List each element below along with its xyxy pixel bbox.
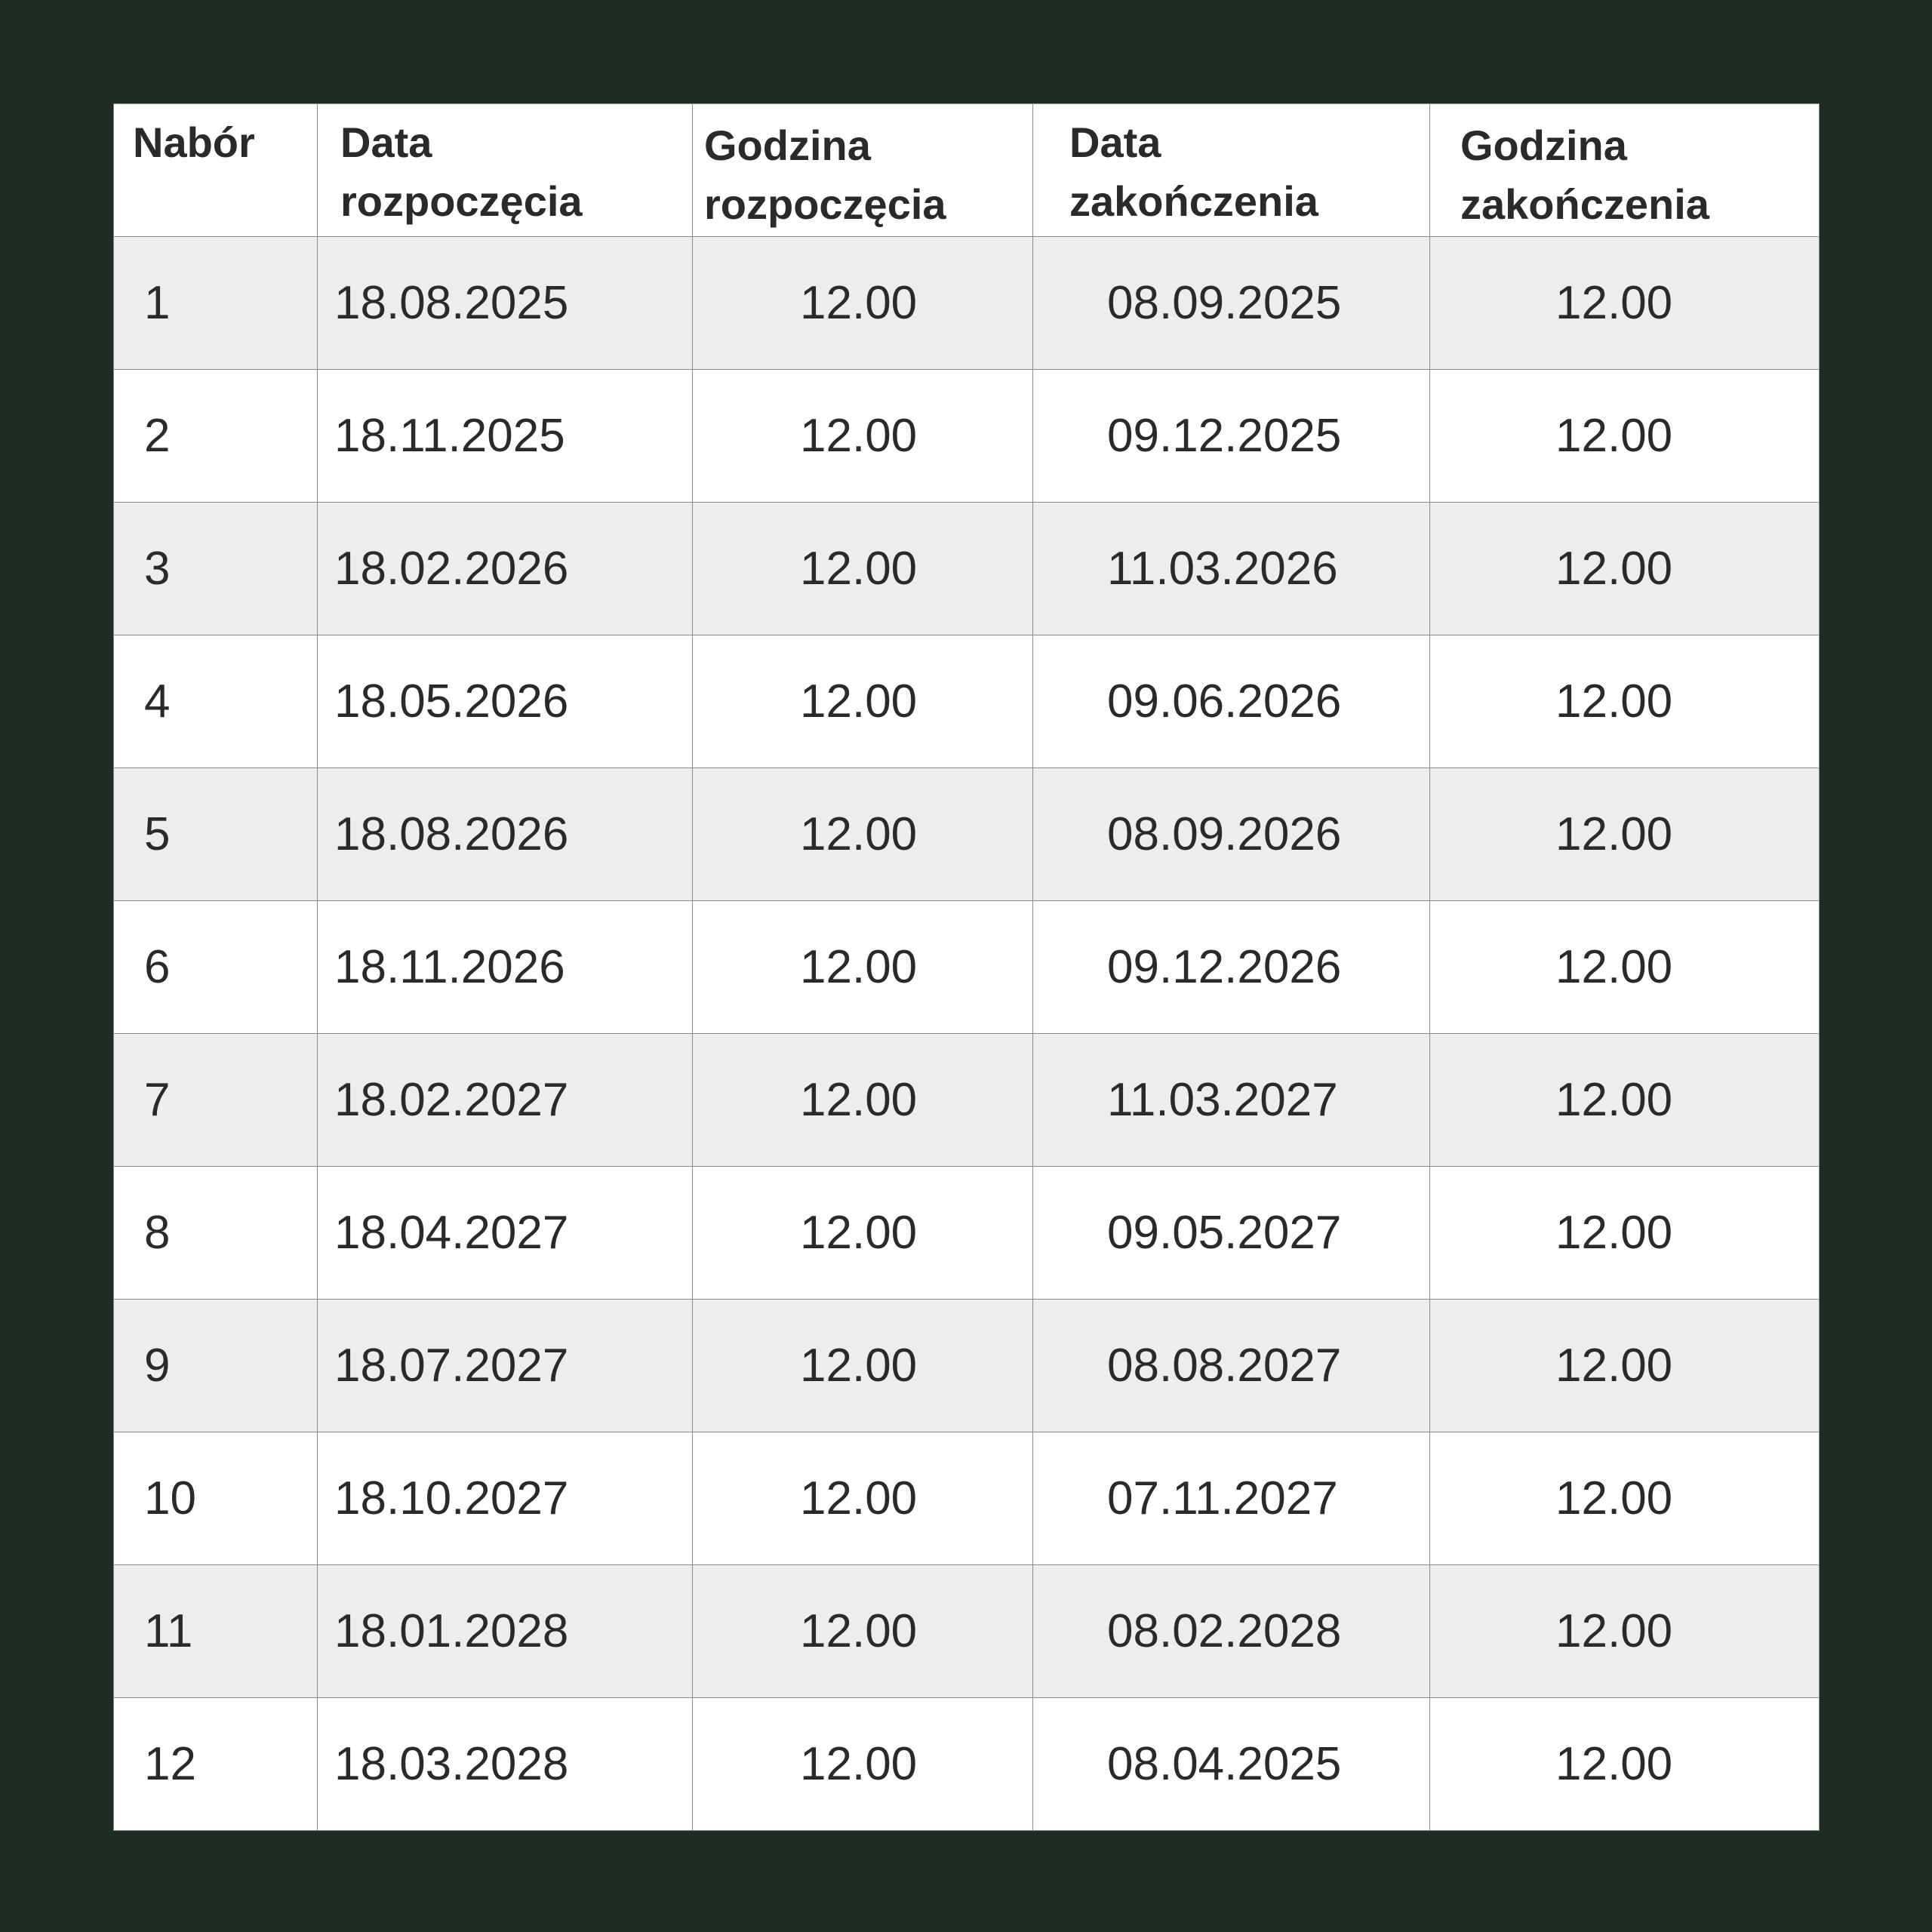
header-godzina-rozpoczecia [693, 104, 1033, 237]
cell-start-date: 18.04.2027 [318, 1167, 693, 1300]
cell-end-date: 07.11.2027 [1033, 1432, 1430, 1565]
cell-start-date: 18.01.2028 [318, 1565, 693, 1698]
cell-end-date: 08.02.2028 [1033, 1565, 1430, 1698]
cell-start-date: 18.03.2028 [318, 1698, 693, 1831]
table-row [114, 1034, 1820, 1167]
cell-start-time: 12.00 [693, 237, 1033, 370]
cell-start-time: 12.00 [693, 1565, 1033, 1698]
table-row [114, 1698, 1820, 1831]
header-nabor-label: Nabór [133, 118, 255, 166]
table-row [114, 901, 1820, 1034]
table-row [114, 503, 1820, 635]
cell-end-date: 11.03.2027 [1033, 1034, 1430, 1167]
cell-nabor: 4 [114, 635, 318, 768]
header-data-zakonczenia-line1: Data [1069, 118, 1161, 166]
cell-start-date: 18.02.2027 [318, 1034, 693, 1167]
cell-end-time: 12.00 [1430, 503, 1820, 635]
table-row [114, 768, 1820, 901]
header-godzina-zakonczenia [1430, 104, 1820, 237]
cell-start-date: 18.11.2026 [318, 901, 693, 1034]
schedule-table-container [113, 103, 1819, 1828]
cell-start-time: 12.00 [693, 1300, 1033, 1432]
cell-nabor: 10 [114, 1432, 318, 1565]
cell-end-time: 12.00 [1430, 1565, 1820, 1698]
cell-end-date: 09.12.2026 [1033, 901, 1430, 1034]
header-godzina-rozpoczecia-line2: rozpoczęcia [704, 180, 946, 228]
header-godzina-zakonczenia-line1: Godzina [1460, 122, 1627, 169]
cell-end-time: 12.00 [1430, 901, 1820, 1034]
cell-start-time: 12.00 [693, 1167, 1033, 1300]
header-godzina-zakonczenia-label [1430, 104, 1819, 234]
cell-start-time: 12.00 [693, 635, 1033, 768]
cell-end-time: 12.00 [1430, 1432, 1820, 1565]
table-header-row [114, 104, 1820, 237]
cell-end-date: 08.09.2026 [1033, 768, 1430, 901]
cell-end-time: 12.00 [1430, 1698, 1820, 1831]
header-data-zakonczenia-line2: zakończenia [1069, 177, 1318, 225]
cell-end-time: 12.00 [1430, 1034, 1820, 1167]
cell-start-time: 12.00 [693, 370, 1033, 503]
table-body [114, 237, 1820, 1831]
cell-nabor: 1 [114, 237, 318, 370]
cell-nabor: 3 [114, 503, 318, 635]
cell-end-date: 11.03.2026 [1033, 503, 1430, 635]
cell-end-date: 08.08.2027 [1033, 1300, 1430, 1432]
cell-start-date: 18.10.2027 [318, 1432, 693, 1565]
cell-start-time: 12.00 [693, 503, 1033, 635]
recruitment-schedule-table [113, 103, 1820, 1831]
header-data-rozpoczecia-line1: Data [340, 118, 432, 166]
cell-end-time: 12.00 [1430, 370, 1820, 503]
cell-start-time: 12.00 [693, 1034, 1033, 1167]
table-row [114, 370, 1820, 503]
cell-nabor: 2 [114, 370, 318, 503]
cell-end-time: 12.00 [1430, 237, 1820, 370]
cell-end-date: 09.05.2027 [1033, 1167, 1430, 1300]
header-data-rozpoczecia-line2: rozpoczęcia [340, 177, 583, 225]
cell-start-date: 18.02.2026 [318, 503, 693, 635]
cell-end-date: 08.04.2025 [1033, 1698, 1430, 1831]
header-nabor [114, 104, 318, 237]
table-row [114, 237, 1820, 370]
header-data-zakonczenia-label [1033, 104, 1429, 231]
cell-start-date: 18.08.2025 [318, 237, 693, 370]
cell-start-date: 18.08.2026 [318, 768, 693, 901]
cell-nabor: 7 [114, 1034, 318, 1167]
cell-end-date: 09.06.2026 [1033, 635, 1430, 768]
header-data-rozpoczecia-label [318, 104, 692, 231]
cell-nabor: 5 [114, 768, 318, 901]
table-row [114, 635, 1820, 768]
table-row [114, 1565, 1820, 1698]
cell-end-time: 12.00 [1430, 1167, 1820, 1300]
cell-nabor: 12 [114, 1698, 318, 1831]
cell-start-time: 12.00 [693, 901, 1033, 1034]
cell-nabor: 8 [114, 1167, 318, 1300]
header-godzina-zakonczenia-line2: zakończenia [1460, 180, 1709, 228]
header-data-zakonczenia [1033, 104, 1430, 237]
cell-start-time: 12.00 [693, 1432, 1033, 1565]
cell-end-date: 09.12.2025 [1033, 370, 1430, 503]
cell-nabor: 11 [114, 1565, 318, 1698]
cell-end-time: 12.00 [1430, 1300, 1820, 1432]
cell-end-time: 12.00 [1430, 768, 1820, 901]
header-godzina-rozpoczecia-line1: Godzina [704, 122, 871, 169]
header-godzina-rozpoczecia-label [693, 104, 1032, 234]
cell-end-date: 08.09.2025 [1033, 237, 1430, 370]
cell-start-time: 12.00 [693, 1698, 1033, 1831]
cell-start-date: 18.05.2026 [318, 635, 693, 768]
cell-start-date: 18.11.2025 [318, 370, 693, 503]
cell-nabor: 9 [114, 1300, 318, 1432]
cell-end-time: 12.00 [1430, 635, 1820, 768]
header-data-rozpoczecia [318, 104, 693, 237]
table-row [114, 1167, 1820, 1300]
table-row [114, 1300, 1820, 1432]
cell-nabor: 6 [114, 901, 318, 1034]
cell-start-time: 12.00 [693, 768, 1033, 901]
table-row [114, 1432, 1820, 1565]
cell-start-date: 18.07.2027 [318, 1300, 693, 1432]
